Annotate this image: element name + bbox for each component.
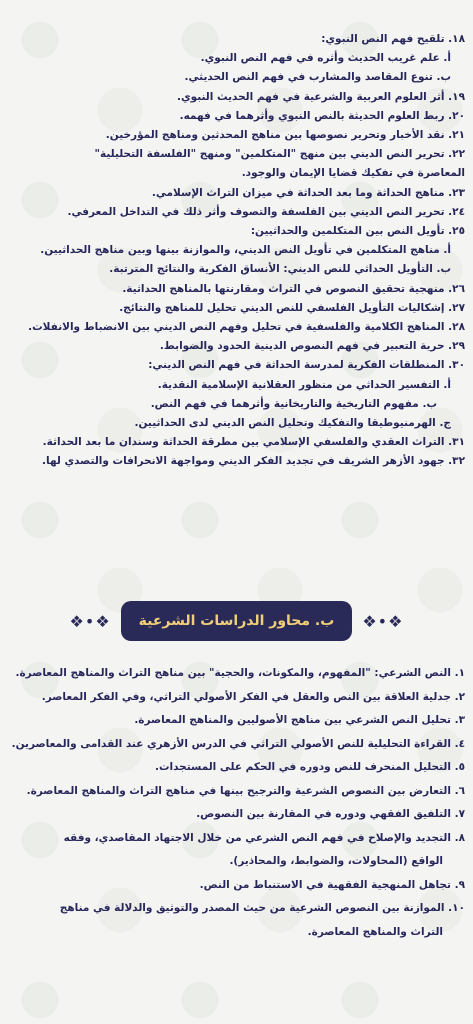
list-item: ٦. التعارض بين النصوص الشرعية والترجيح بينها في مناهج التراث والمناهج المعاصرة. bbox=[26, 784, 465, 797]
topics-list-part2 bbox=[8, 662, 465, 944]
list-item: ٣٢. جهود الأزهر الشريف في تجديد الفكر الديني ومواجهة الانحرافات والتصدي لها. bbox=[42, 455, 465, 468]
list-item: ٧. التلفيق الفقهي ودوره في المقارنة بين النصوص. bbox=[196, 808, 465, 820]
list-item: ٢. جدلية العلاقة بين النص والعقل في الفكر الأصولي التراثي، وفي الفكر المعاصر. bbox=[41, 690, 465, 703]
list-item: ١٩. أثر العلوم العربية والشرعية في فهم الحديث النبوي. bbox=[177, 90, 465, 103]
list-item: ب. التأويل الحداثي للنص الديني: الأنساق الفكرية والنتائج المترتبة. bbox=[109, 263, 451, 276]
list-item: ٤. القراءة التحليلية للنص الأصولي التراثي في الدرس الأزهري عند القدامى والمعاصرين. bbox=[11, 737, 465, 750]
list-item: أ. التفسير الحداثي من منظور العقلانية الإسلامية النقدية. bbox=[157, 378, 451, 391]
list-item: ٢٥. تأويل النص بين المتكلمين والحداثيين: bbox=[250, 225, 465, 238]
list-item: ب. مفهوم التاريخية والتاريخانية وأثرهما في فهم النص. bbox=[150, 397, 437, 410]
list-item: ١٠. الموازنة بين النصوص الشرعية من حيث المصدر والتوثيق والدلالة في مناهج bbox=[59, 902, 465, 914]
list-item: ج. الهرمنيوطيقا والتفكيك وتحليل النص الديني لدى الحداثيين. bbox=[134, 417, 451, 430]
list-item: ب. تنوع المقاصد والمشارب في فهم النص الحديثي. bbox=[184, 71, 451, 84]
list-item: ٢٨. المناهج الكلامية والفلسفية في تحليل وفهم النص الديني بين الانضباط والانفلات. bbox=[28, 321, 465, 334]
list-item: ٥. التحليل المنحرف للنص ودوره في الحكم على المستجدات. bbox=[154, 761, 465, 773]
list-item: المعاصرة في تفكيك قضايا الإيمان والوجود. bbox=[241, 167, 465, 180]
topics-list-part1 bbox=[8, 30, 465, 472]
list-item: أ. علم غريب الحديث وأثره في فهم النص النبوي. bbox=[200, 52, 451, 65]
list-item: ٢٢. تحرير النص الديني بين منهج "المتكلمين" ومنهج "الفلسفة التحليلية" bbox=[94, 148, 465, 161]
list-item: أ. مناهج المتكلمين في تأويل النص الديني، والموازنة بينها وبين مناهج الحداثيين. bbox=[40, 244, 451, 257]
section-title-bar bbox=[0, 601, 473, 641]
list-item: ٢٩. حرية التعبير في فهم النصوص الدينية الحدود والضوابط. bbox=[159, 340, 465, 353]
list-item: ٣٠. المنطلقات الفكرية لمدرسة الحداثة في فهم النص الديني: bbox=[148, 359, 465, 372]
list-item: ٣١. التراث العقدي والفلسفي الإسلامي بين مطرقة الحداثة وسندان ما بعد الحداثة. bbox=[42, 436, 465, 449]
list-item: الواقع (المحاولات، والضوابط، والمحاذير). bbox=[229, 855, 443, 867]
list-item: ٢٣. مناهج الحداثة وما بعد الحداثة في ميزان التراث الإسلامي. bbox=[151, 186, 465, 199]
list-item: التراث والمناهج المعاصرة. bbox=[307, 925, 443, 938]
list-item: ٢٦. منهجية تحقيق النصوص في التراث ومقارنتها بالمناهج الحداثية. bbox=[122, 282, 465, 295]
ornament-icon: ❖•❖ bbox=[362, 611, 404, 631]
section-title: ب. محاور الدراسات الشرعية bbox=[121, 601, 353, 641]
list-item: ٢١. نقد الأخبار وتحرير نصوصها بين مناهج المحدثين ومناهج المؤرخين. bbox=[105, 129, 465, 142]
list-item: ٢٠. ربط العلوم الحديثة بالنص النبوي وأثرهما في فهمه. bbox=[179, 109, 465, 122]
list-item: ٢٤. تحرير النص الديني بين الفلسفة والتصوف وأثر ذلك في التداخل المعرفي. bbox=[67, 205, 465, 218]
ornament-icon: ❖•❖ bbox=[69, 611, 111, 631]
list-item: ٣. تحليل النص الشرعي بين مناهج الأصوليين والمناهج المعاصرة. bbox=[134, 714, 465, 726]
list-item: ٨. التجديد والإصلاح في فهم النص الشرعي من خلال الاجتهاد المقاصدي، وفقه bbox=[63, 831, 465, 844]
list-item: ١٨. تلقيح فهم النص النبوي: bbox=[321, 33, 465, 45]
list-item: ٢٧. إشكاليات التأويل الفلسفي للنص الديني تحليل للمناهج والنتائج. bbox=[119, 301, 465, 314]
list-item: ١. النص الشرعي: "المفهوم، والمكونات، والحجية" بين مناهج التراث والمناهج المعاصرة. bbox=[15, 667, 465, 679]
list-item: ٩. تجاهل المنهجية الفقهية في الاستنباط من النص. bbox=[199, 878, 465, 891]
